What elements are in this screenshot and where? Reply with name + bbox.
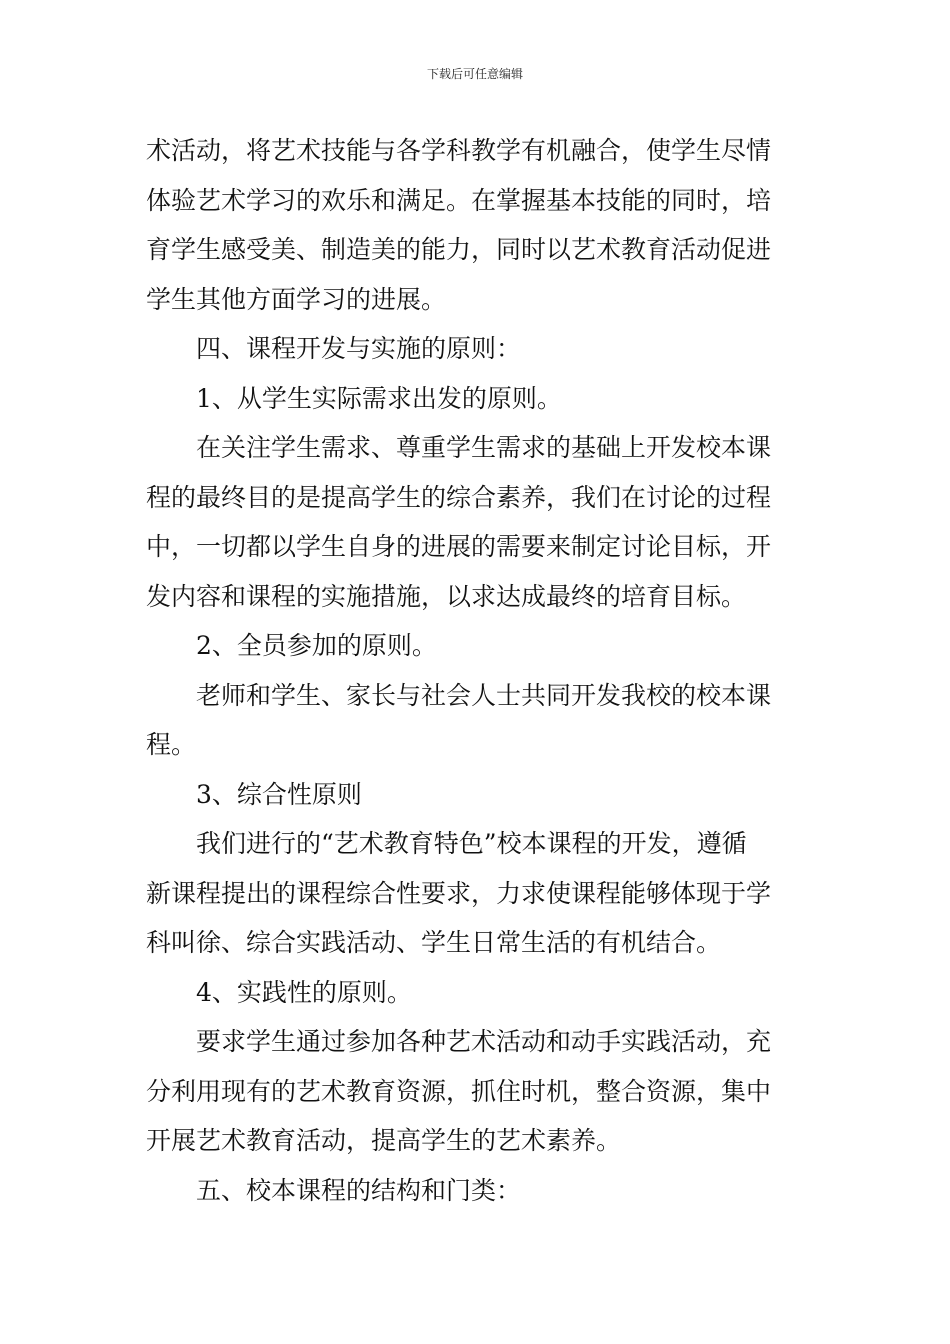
text-line: 体验艺术学习的欢乐和满足。在掌握基本技能的同时，培 [146,185,772,215]
text-line: 新课程提出的课程综合性要求，力求使课程能够体现于学 [146,878,772,908]
text-line: 老师和学生、家长与社会人士共同开发我校的校本课 [196,680,772,710]
text-line: 程。 [146,730,197,759]
text-line: 育学生感受美、制造美的能力，同时以艺术教育活动促进 [146,235,772,264]
text-line: 术活动，将艺术技能与各学科教学有机融合，使学生尽情 [146,136,772,165]
text-line: 1、从学生实际需求出发的原则。 [196,383,562,413]
text-line: 科叫徐、综合实践活动、学生日常生活的有机结合。 [146,928,722,957]
text-line: 发内容和课程的实施措施，以求达成最终的培育目标。 [146,581,747,611]
text-line: 五、校本课程的结构和门类： [196,1175,522,1205]
page-header: 下载后可任意编辑 [426,67,523,81]
text-line: 分利用现有的艺术教育资源，抓住时机，整合资源，集中 [146,1076,772,1106]
text-line: 要求学生通过参加各种艺术活动和动手实践活动，充 [196,1027,772,1056]
text-line: 4、实践性的原则。 [196,977,412,1007]
text-line: 程的最终目的是提高学生的综合素养，我们在讨论的过程 [146,482,772,512]
text-line: 在关注学生需求、尊重学生需求的基础上开发校本课 [196,433,772,462]
document-body [146,126,806,1215]
text-line: 我们进行的“艺术教育特色”校本课程的开发，遵循 [196,829,747,858]
text-line: 2、全员参加的原则。 [196,631,437,660]
text-line: 3、综合性原则 [196,779,362,809]
text-line: 开展艺术教育活动，提高学生的艺术素养。 [146,1126,622,1155]
text-line: 四、课程开发与实施的原则： [196,334,522,363]
text-line: 中，一切都以学生自身的进展的需要来制定讨论目标，开 [146,532,772,561]
text-line: 学生其他方面学习的进展。 [146,284,447,314]
